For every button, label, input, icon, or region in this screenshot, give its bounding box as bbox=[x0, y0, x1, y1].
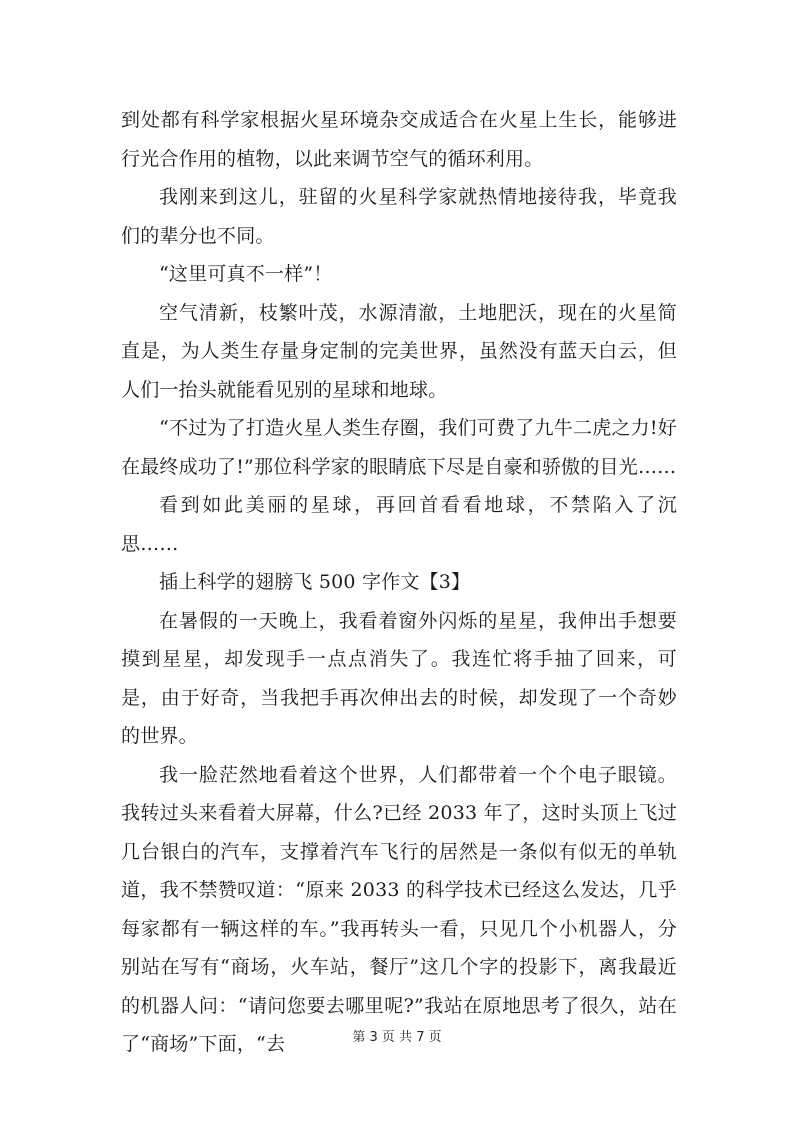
document-body bbox=[121, 101, 677, 1064]
paragraph-2: 我刚来到这儿，驻留的火星科学家就热情地接待我，毕竟我们的辈分也不同。 bbox=[121, 186, 677, 247]
paragraph-4: 空气清新，枝繁叶茂，水源清澈，土地肥沃，现在的火星简直是，为人类生存量身定制的完美世界，虽然没有蓝天白云，但人们一抬头就能看见别的星球和地球。 bbox=[121, 301, 677, 401]
paragraph-8: 我一脸茫然地看着这个世界，人们都带着一个个电子眼镜。我转过头来看着大屏幕，什么?已经 2033 年了，这时头顶上飞过几台银白的汽车，支撑着汽车飞行的居然是一条似有似无的单轨道，我不禁赞叹道：“原来 2033 的科学技术已经这么发达，几乎每家都有一辆这样的车。”我再转头一看，只见几个小机器人，分别站在写有“商场，火车站，餐厅”这几个字的投影下，离我最近的机器人问：“请问您要去哪里呢?”我站在原地思考了很久，站在了“商场”下面，“去 bbox=[121, 763, 677, 1055]
paragraph-5: “不过为了打造火星人类生存圈，我们可费了九牛二虎之力!好在最终成功了!”那位科学家的眼睛底下尽是自豪和骄傲的目光…… bbox=[121, 417, 677, 478]
paragraph-6: 看到如此美丽的星球，再回首看看地球，不禁陷入了沉思…… bbox=[121, 494, 677, 555]
section-heading: 插上科学的翅膀飞 500 字作文【3】 bbox=[159, 571, 471, 593]
paragraph-7: 在暑假的一天晚上，我看着窗外闪烁的星星，我伸出手想要摸到星星，却发现手一点点消失了。我连忙将手抽了回来，可是，由于好奇，当我把手再次伸出去的时候，却发现了一个奇妙的世界。 bbox=[121, 609, 677, 747]
page-number-footer: 第 3 页 共 7 页 bbox=[352, 1030, 442, 1045]
paragraph-3: “这里可真不一样”！ bbox=[159, 263, 333, 285]
paragraph-1: 到处都有科学家根据火星环境杂交成适合在火星上生长，能够进行光合作用的植物，以此来调节空气的循环利用。 bbox=[121, 109, 677, 170]
